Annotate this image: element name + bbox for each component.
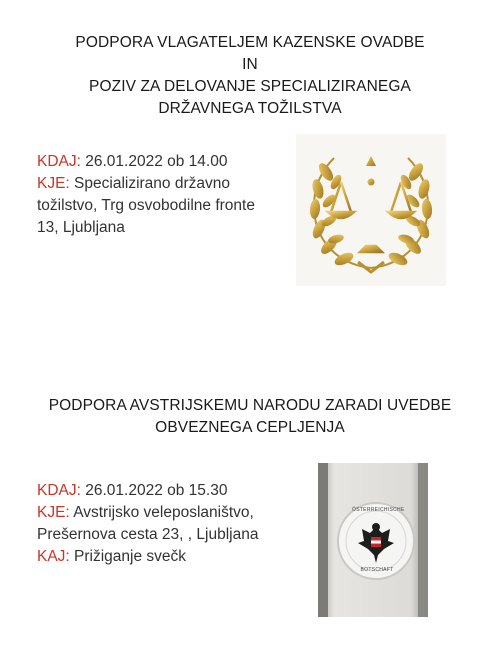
section2-where: [37, 502, 307, 524]
section1-info: [37, 151, 287, 239]
section2-title-line: OBVEZNEGA CEPLJENJA: [155, 419, 345, 436]
section2-when: [37, 480, 307, 502]
where-value-line: tožilstvo, Trg osvobodilne fronte: [37, 197, 255, 214]
when-value: 26.01.2022 ob 14.00: [85, 153, 228, 170]
when-label: KDAJ:: [37, 482, 81, 499]
where-value-line: Prešernova cesta 23, , Ljubljana: [37, 526, 259, 543]
when-value: 26.01.2022 ob 15.30: [85, 482, 228, 499]
section1-title-line: DRŽAVNEGA TOŽILSTVA: [158, 100, 342, 117]
what-label: KAJ:: [37, 548, 70, 565]
section1-where: [37, 173, 287, 195]
where-label: KJE:: [37, 504, 70, 521]
section2-what: [37, 546, 307, 568]
section1-title-line: POZIV ZA DELOVANJE SPECIALIZIRANEGA: [89, 78, 411, 95]
when-label: KDAJ:: [37, 153, 81, 170]
section1-title-line: IN: [242, 56, 258, 73]
justice-scales-laurel-icon: [296, 134, 446, 286]
where-value: Avstrijsko veleposlaništvo,: [73, 504, 254, 521]
section2-title: [0, 395, 500, 439]
seal-text-bottom: BOTSCHAFT: [360, 567, 394, 573]
where-value: Specializirano državno: [74, 175, 230, 192]
austrian-embassy-emblem-icon: [318, 463, 428, 617]
justice-scales-image: [296, 134, 446, 286]
where-label: KJE:: [37, 175, 70, 192]
section2-info: [37, 480, 307, 568]
section1-title: [0, 32, 500, 120]
embassy-emblem-image: [318, 463, 428, 617]
section1-when: [37, 151, 287, 173]
what-value: Prižiganje svečk: [74, 548, 187, 565]
seal-text-top: ÖSTERREICHISCHE: [352, 507, 405, 513]
where-value-line: 13, Ljubljana: [37, 219, 125, 236]
section2-title-line: PODPORA AVSTRIJSKEMU NARODU ZARADI UVEDBE: [48, 397, 452, 414]
section1-title-line: PODPORA VLAGATELJEM KAZENSKE OVADBE: [75, 34, 425, 51]
